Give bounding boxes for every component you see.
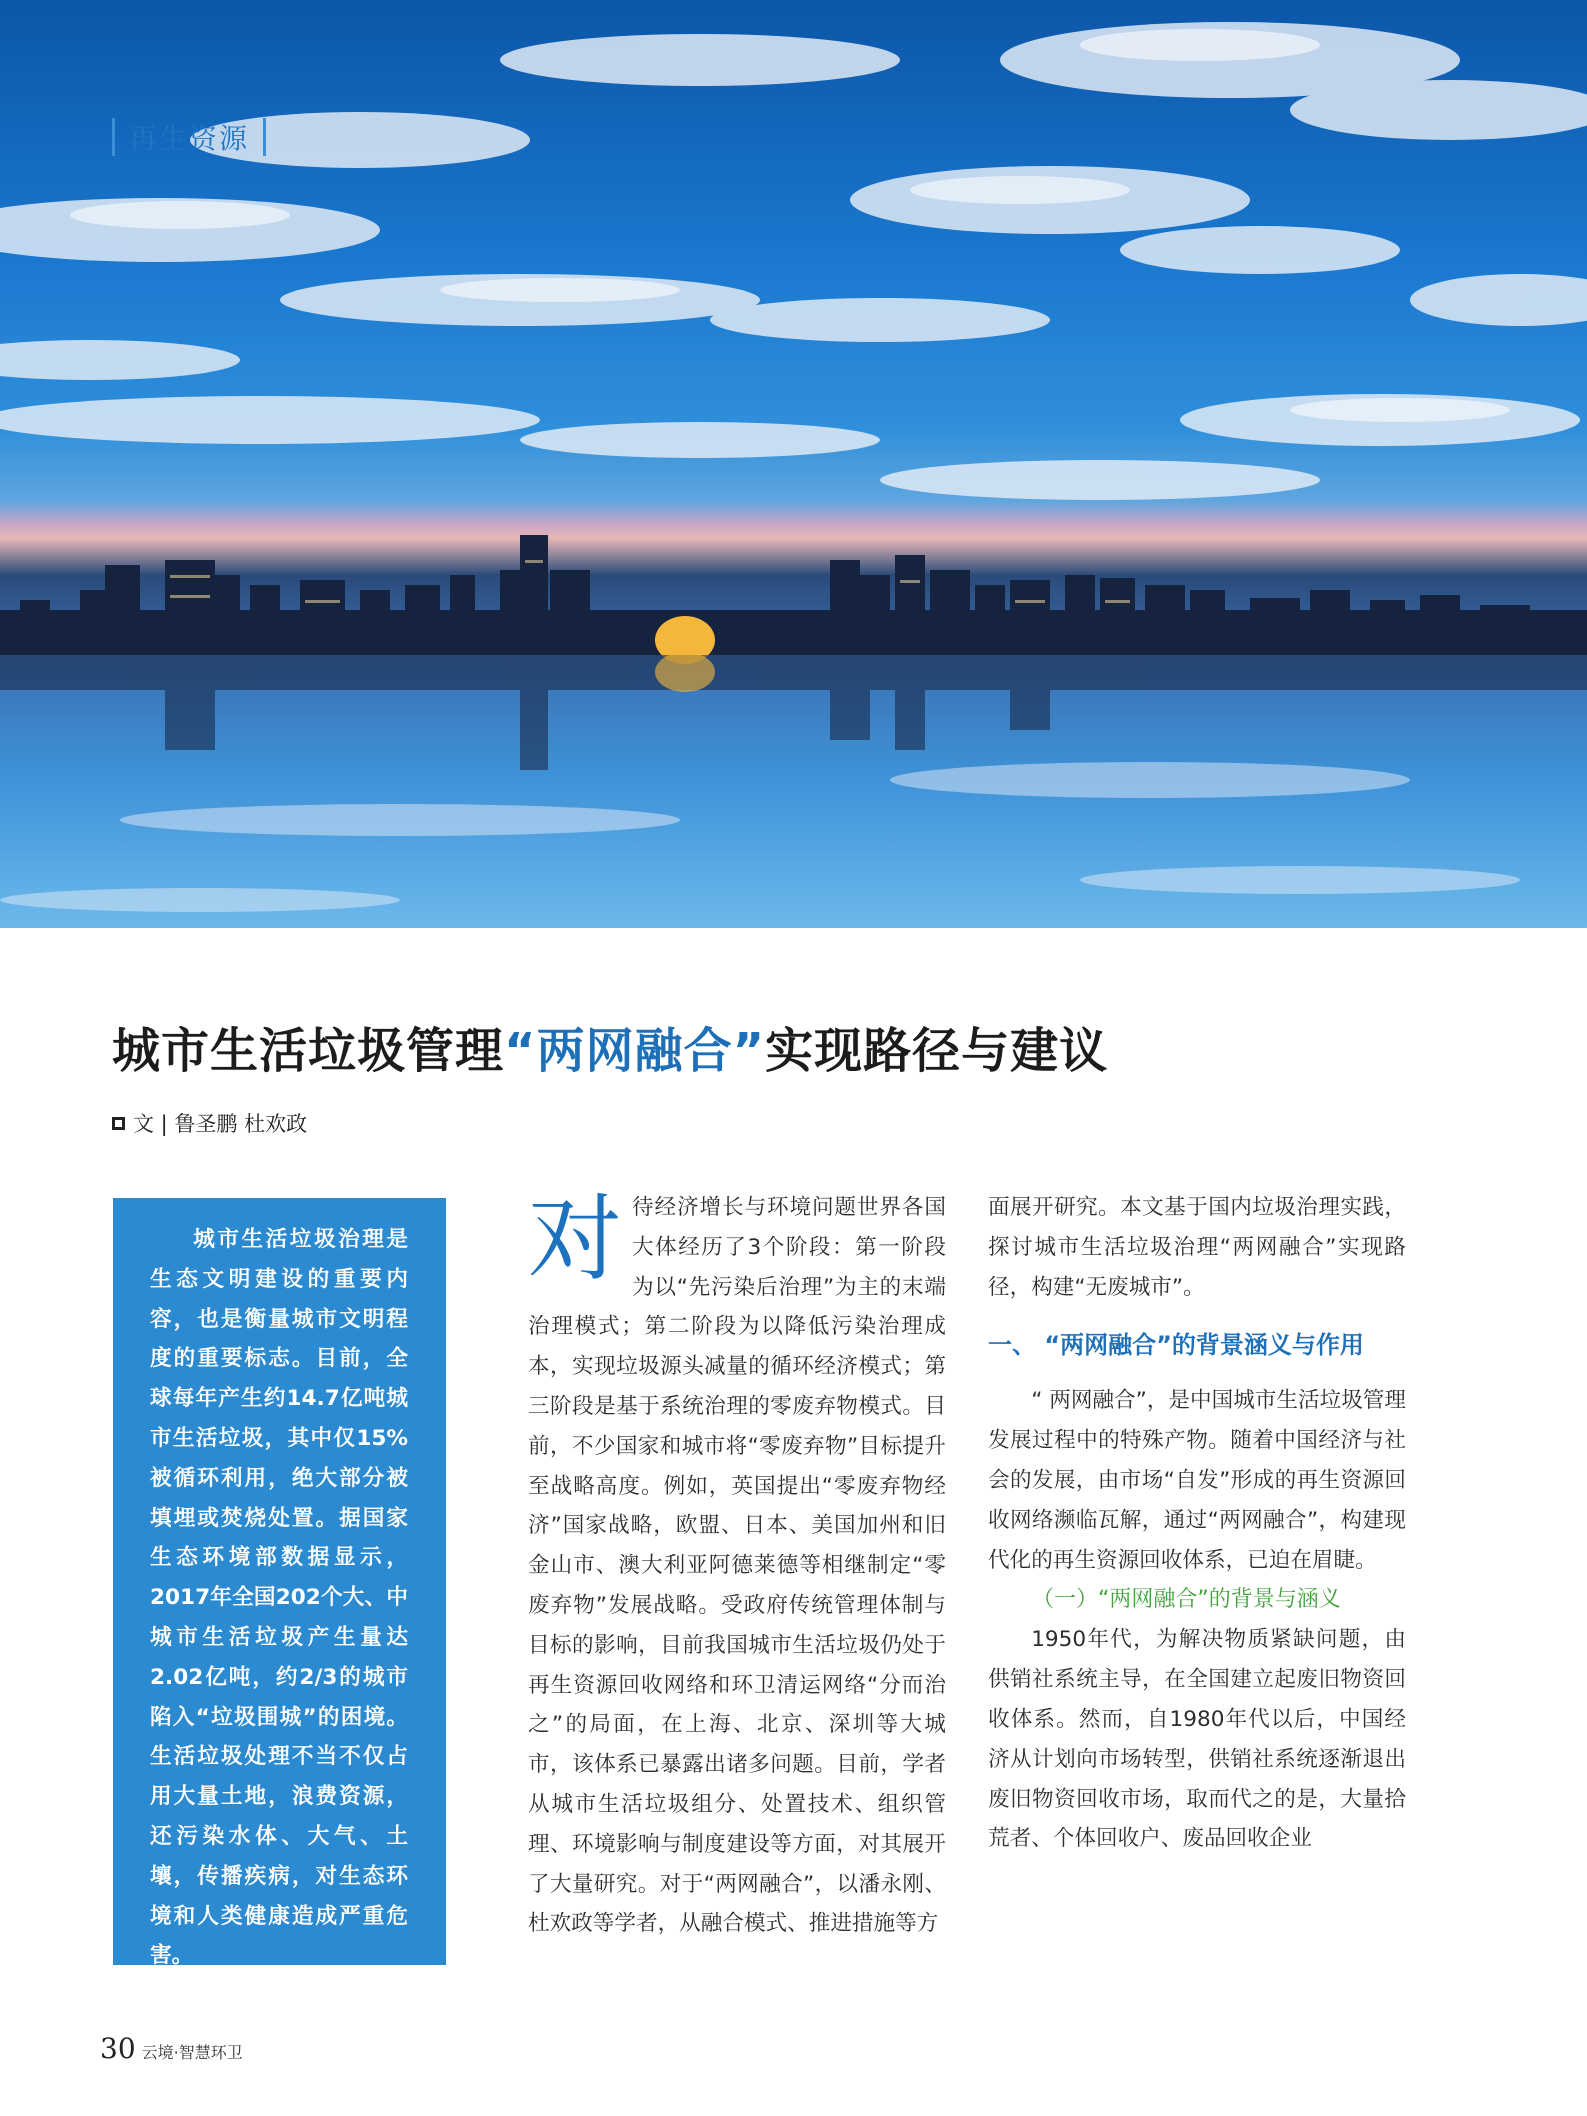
byline-text: 文 | 鲁圣鹏 杜欢政 bbox=[133, 1112, 308, 1136]
abstract-box bbox=[113, 1198, 446, 1969]
page-footer bbox=[100, 2032, 243, 2065]
drop-cap: 对 bbox=[528, 1185, 623, 1294]
abstract-text: 城市生活垃圾治理是生态文明建设的重要内容，也是衡量城市文明程度的重要标志。目前，全球每年产生约14.7亿吨城市生活垃圾，其中仅15%被循环利用，绝大部分被填埋或焚烧处置。据国家生态环境部数据显示，2017年全国202个大、中城市生活垃圾产生量达2.02亿吨，约2/3的城市陷入“垃圾围城”的困境。生活垃圾处理不当不仅占用大量土地，浪费资源，还污染水体、大气、土壤，传播疾病，对生态环境和人类健康造成严重危害。 bbox=[150, 1227, 408, 1969]
body-column-middle bbox=[528, 1185, 946, 1944]
body-column-right bbox=[988, 1188, 1406, 1859]
page-number: 30 bbox=[100, 2032, 136, 2065]
article-title bbox=[112, 1012, 1412, 1081]
body-paragraph-3: 1950年代，为解决物质紧缺问题，由供销社系统主导，在全国建立起废旧物资回收体系。然而，自1980年代以后，中国经济从计划向市场转型，供销社系统逐渐退出废旧物资回收市场，取而代之的是，大量拾荒者、个体回收户、废品回收企业 bbox=[988, 1627, 1406, 1852]
body-paragraph-1-continued: 面展开研究。本文基于国内垃圾治理实践，探讨城市生活垃圾治理“两网融合”实现路径，构建“无废城市”。 bbox=[988, 1195, 1406, 1300]
square-bullet-icon bbox=[112, 1117, 125, 1130]
title-part-2: 实现路径与建议 bbox=[765, 1023, 1109, 1079]
section-heading-1: 一、 “两网融合”的背景涵义与作用 bbox=[988, 1331, 1364, 1360]
body-paragraph-2: “ 两网融合”，是中国城市生活垃圾管理发展过程中的特殊产物。随着中国经济与社会的发展，由市场“自发”形成的再生资源回收网络濒临瓦解，通过“两网融合”，构建现代化的再生资源回收体系，已迫在眉睫。 bbox=[988, 1388, 1406, 1573]
magazine-name: 云境·智慧环卫 bbox=[141, 2043, 243, 2062]
section-tag: 再生资源 bbox=[112, 118, 266, 156]
subsection-heading-1: （一）“两网融合”的背景与涵义 bbox=[1032, 1587, 1341, 1613]
title-highlight: “两网融合” bbox=[504, 1023, 766, 1079]
byline bbox=[112, 1108, 307, 1138]
title-part-1: 城市生活垃圾管理 bbox=[112, 1023, 505, 1079]
hero-skyline-photo bbox=[0, 0, 1587, 928]
body-paragraph-1: 待经济增长与环境问题世界各国大体经历了3个阶段：第一阶段为以“先污染后治理”为主的末端治理模式；第二阶段为以降低污染治理成本，实现垃圾源头减量的循环经济模式；第三阶段是基于系统治理的零废弃物模式。目前，不少国家和城市将“零废弃物”目标提升至战略高度。例如，英国提出“零废弃物经济”国家战略，欧盟、日本、美国加州和旧金山市、澳大利亚阿德莱德等相继制定“零废弃物”发展战略。受政府传统管理体制与目标的影响，目前我国城市生活垃圾仍处于再生资源回收网络和环卫清运网络“分而治之”的局面，在上海、北京、深圳等大城市，该体系已暴露出诸多问题。目前，学者从城市生活垃圾组分、处置技术、组织管理、环境影响与制度建设等方面，对其展开了大量研究。对于“两网融合”，以潘永刚、杜欢政等学者，从融合模式、推进措施等方 bbox=[528, 1195, 946, 1937]
